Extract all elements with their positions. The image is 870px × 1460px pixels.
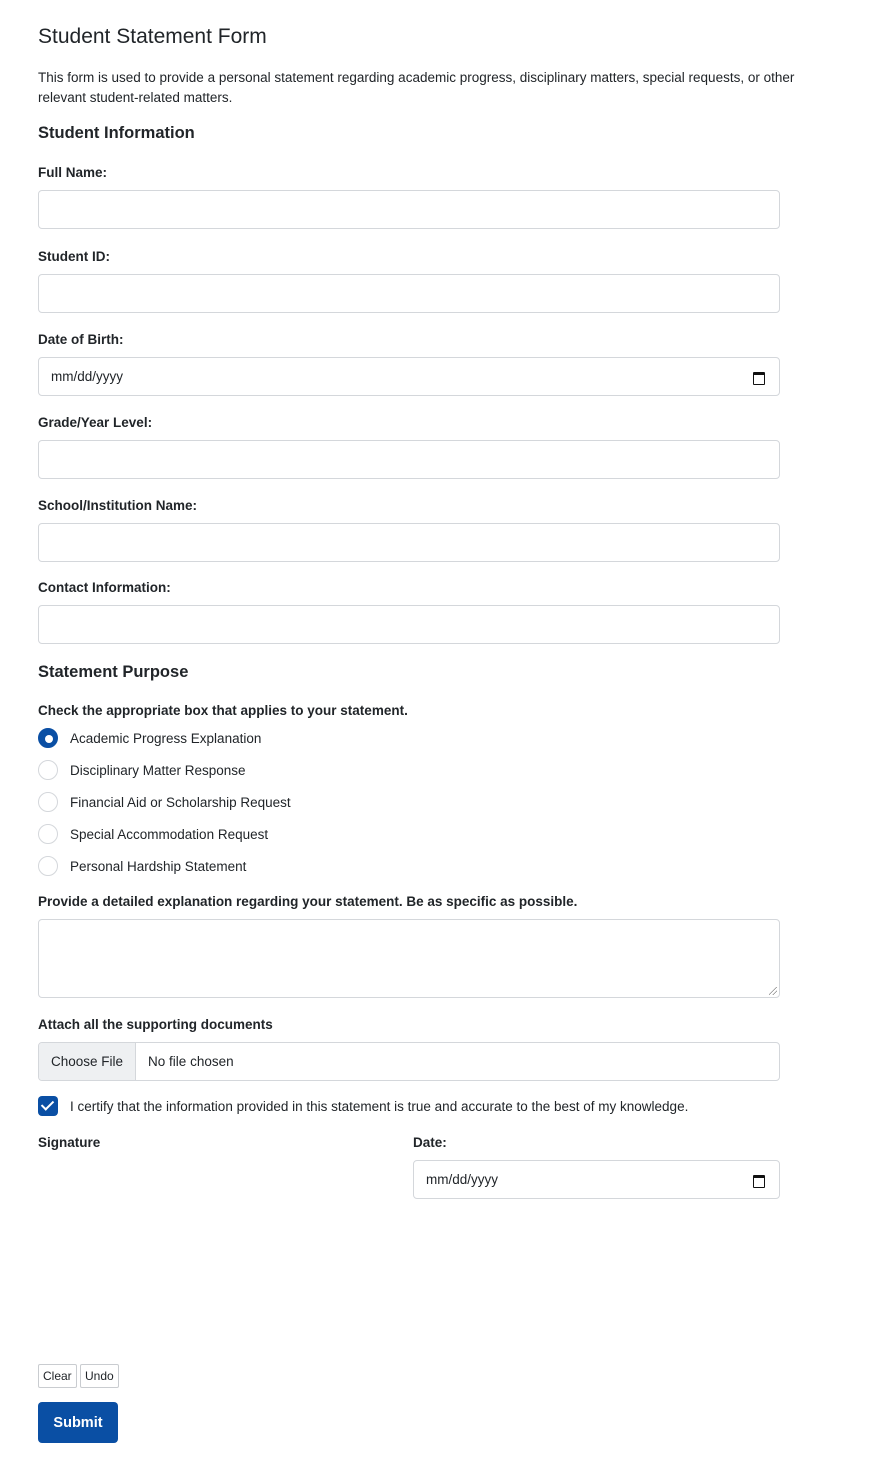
radio-button[interactable]	[38, 824, 58, 844]
radio-financial-aid[interactable]	[38, 792, 291, 812]
radio-button[interactable]	[38, 760, 58, 780]
full-name-input[interactable]	[38, 190, 780, 229]
radio-button[interactable]	[38, 728, 58, 748]
choose-file-button[interactable]: Choose File	[39, 1043, 136, 1080]
undo-signature-button[interactable]: Undo	[80, 1364, 119, 1388]
signature-date-input[interactable]	[413, 1160, 780, 1199]
contact-input[interactable]	[38, 605, 780, 644]
clear-signature-button[interactable]: Clear	[38, 1364, 77, 1388]
radio-label: Special Accommodation Request	[70, 826, 269, 842]
certification-text: I certify that the information provided in this statement is true and accurate to the best of my knowledge.	[70, 1098, 689, 1114]
attachments-label: Attach all the supporting documents	[38, 1017, 273, 1032]
signature-label: Signature	[38, 1135, 101, 1150]
dob-input[interactable]	[38, 357, 780, 396]
student-id-input[interactable]	[38, 274, 780, 313]
radio-label: Academic Progress Explanation	[70, 730, 262, 746]
contact-label: Contact Information:	[38, 580, 171, 595]
resize-grip-icon[interactable]	[769, 987, 777, 995]
student-id-label: Student ID:	[38, 249, 110, 264]
radio-academic-progress[interactable]	[38, 728, 261, 748]
radio-label: Financial Aid or Scholarship Request	[70, 794, 291, 810]
full-name-label: Full Name:	[38, 165, 108, 180]
radio-personal-hardship[interactable]	[38, 856, 246, 876]
signature-date-placeholder: mm/dd/yyyy	[426, 1172, 499, 1187]
school-label: School/Institution Name:	[38, 498, 198, 513]
form-title: Student Statement Form	[38, 25, 267, 48]
dob-placeholder: mm/dd/yyyy	[51, 369, 124, 384]
grade-input[interactable]	[38, 440, 780, 479]
radio-special-accommodation[interactable]	[38, 824, 268, 844]
purpose-instruction: Check the appropriate box that applies to your statement.	[38, 703, 408, 718]
grade-label: Grade/Year Level:	[38, 415, 153, 430]
calendar-icon[interactable]	[753, 371, 765, 383]
file-status: No file chosen	[148, 1054, 234, 1069]
file-upload-input[interactable]	[38, 1042, 780, 1081]
certification-checkbox[interactable]	[38, 1096, 58, 1116]
section-statement-purpose: Statement Purpose	[38, 663, 189, 681]
radio-button[interactable]	[38, 792, 58, 812]
section-student-information: Student Information	[38, 124, 195, 142]
form-intro: This form is used to provide a personal statement regarding academic progress, disciplinary matters, special requests, or other relevant student-related matters.	[38, 70, 795, 105]
explanation-label: Provide a detailed explanation regarding your statement. Be as specific as possible.	[38, 894, 578, 909]
radio-disciplinary-matter[interactable]	[38, 760, 246, 780]
radio-button[interactable]	[38, 856, 58, 876]
submit-button[interactable]: Submit	[38, 1402, 118, 1443]
signature-date-label: Date:	[413, 1135, 447, 1150]
certification-row[interactable]	[38, 1096, 688, 1116]
calendar-icon[interactable]	[753, 1174, 765, 1186]
radio-label: Personal Hardship Statement	[70, 858, 247, 874]
radio-label: Disciplinary Matter Response	[70, 762, 246, 778]
explanation-textarea[interactable]	[38, 919, 780, 998]
school-input[interactable]	[38, 523, 780, 562]
dob-label: Date of Birth:	[38, 332, 124, 347]
